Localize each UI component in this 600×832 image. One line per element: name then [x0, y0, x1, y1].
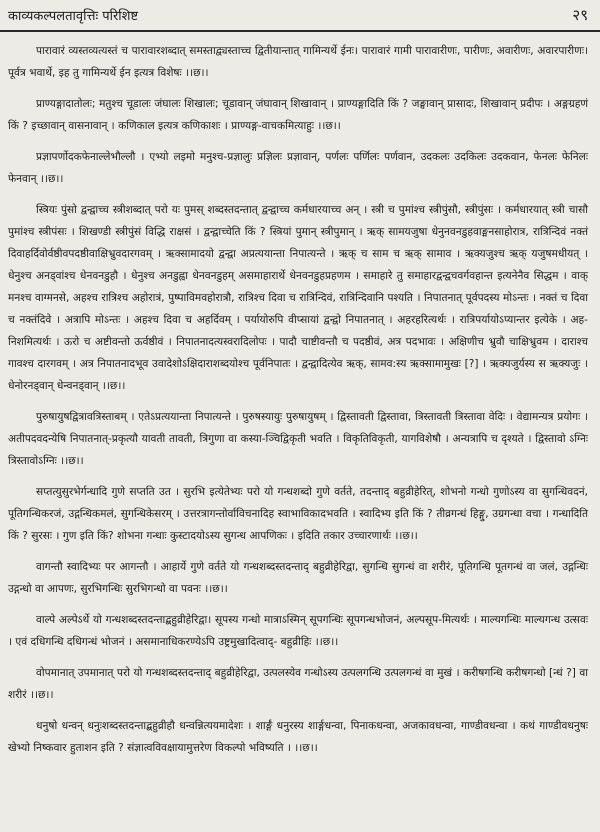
running-header — [8, 2, 588, 28]
paragraph: सप्तत्युसुरभेर्गन्धादि गुणे सप्तति उत । सुरभि इत्येतेभ्यः परो यो गन्धशब्दो गुणे वर्तते, तदन्ताद् बहुव्रीहेरित्, शोभनो गन्धो गुणोऽस्य वा सुगन्धिवदनं, पूतिगन्धिकरजं, उद्गन्धिकमलं, सुगन्धिकेसरम् । उत्तरत्रागन्तोर्वाविचनादिह स्वाभाविकादभवति । स्वादिभ्य इति किं ? तीव्रगन्धं हिङ्गु, उग्रगन्धा वचा । गन्धादिति किं ? सुरसः । गुण इति किं? शोभना गन्धाः कुस्टादयोऽस्य सुगन्ध आपणिकः । इदिति तकार उच्चारणार्थः ।।छ।। — [8, 486, 588, 542]
paragraph: प्राण्यङ्गादातोलः; मतुश्च चूडालः जंघालः शिखालः; चूडावान् जंघावान् शिखावान् । प्राण्यङ्गादिति किं ? जङ्घावान् प्रासादः, शिखावान् प्रदीपः । अङ्गग्रहणं किं ? इच्छावान् वासनावान् । कणिकाल इत्यत्र कणिकाशः । प्राण्यङ्ग-वाचकमित्याहुः ।।छ।। — [8, 98, 588, 132]
paragraph: वागन्तौ स्वादिभ्यः पर आगन्तौ । आहार्ये गुणे वर्तते यो गन्धशब्दस्तदन्ताद् बहुव्रीहेरिद्वा, सुगन्धि सुगन्धं वा शरीरं, पूतिगन्धि पूतगन्धं वा जलं, उद्गन्धिः उद्गन्धो वा आपणः, सुरभिगन्धिः सुरभिगन्धो वा पवनः ।।छ।। — [8, 561, 588, 595]
paragraph: धनुषो धन्वन् धनुःशब्दस्तदन्ताद्बहुव्रीहौ धन्वन्नित्ययमादेशः । शार्ङ्गं धनुरस्य शार्ङ्गधन्वा, पिनाकधन्वा, अजकावधन्वा, गाण्डीवधन्वा । कथं गाण्डीवधनुषः खेभ्यो निष्कवार हुताशन इति ? संज्ञात्वविवक्षायामुत्तरेण विकल्पो भविष्यति । ।।छ।। — [8, 720, 588, 754]
paragraph: वोपमानात् उपमानात् परो यो गन्धशब्दस्तदन्ताद् बहुव्रीहेरिद्वा, उत्पलस्येव गन्धोऽस्य उत्पलगन्धि उत्पलगन्धं वा मुखं । करीषगन्धि करीषगन्धो [न्धं ?] वा शरीरं ।।छ।। — [8, 667, 588, 701]
paragraph: पारावारं व्यस्तव्यत्यस्तं च पारावारशब्दात् समस्ताद्व्यस्ताच्च द्वितीयान्तात् गामिन्यर्थे ईनः। पारावारं गामी पारावारीणः, पारीणः, अवारीणः, अवारपारीणः। पूर्वत्र भवार्थे, इह तु गामिन्यर्थे ईन इत्यत्र विशेषः ।।छ।। — [8, 45, 588, 79]
paragraph: वाल्पे अल्पेऽर्थे यो गन्धशब्दस्तदन्ताद्बहुव्रीहेरिद्वा। सूपस्य गन्धो मात्राऽस्मिन् सूपगन्धिः सूपगन्धभोजनं, अल्पसूप-मित्यर्थः । माल्यगन्धिः माल्यगन्ध उत्सवः । एवं दधिगन्धि दधिगन्धं भोजनं । असमानाधिकरण्येऽपि उष्ट्रमुखादित्वाद्- बहुव्रीहिः ।।छ।। — [8, 614, 588, 648]
paragraph: पुरुषायुषद्वित्रावत्रिस्ताबम् । एतेऽप्रत्ययान्ता निपात्यन्ते । पुरुषस्यायुः पुरुषायुषम् । द्विस्तावती द्विस्तावा, त्रिस्तावती त्रिस्तावा वेदिः । वेद्यामन्यत्र प्रयोगः । अतीपदवदन्येषि निपातनात्-प्रकृत्यौ यावती तावती, त्रिगुणा वा कस्या-ञ्चिद्विकृती भवति । विकृतिविकृती, यागविशेषौ । अन्यत्रापि च दृश्यते । द्विस्तावो ऽग्निः त्रिस्तावोऽग्निः ।।छ।। — [8, 411, 588, 467]
paragraph: प्रज्ञापर्णोदकफेनाल्लेभौल्लौ । एभ्यो लइमो मनुश्च-प्रज्ञालुः प्रज्ञिलः प्रज्ञावान्, पर्णलः पर्णिलः पर्णवान, उदकलः उदकिलः उदकवान, फेनलः फेनिलः फेनवान् ।।छ।। — [8, 151, 588, 185]
header-rule — [0, 30, 600, 32]
page-number: २९ — [572, 6, 588, 24]
paragraph: स्त्रियः पुंसो द्वन्द्वाच्च स्त्रीशब्दात् परो यः पुमस् शब्दस्तदन्तात् द्वन्द्वाच्च कर्मधारयाच्च अन् । स्त्री च पुमांश्च स्त्रीपुंसौ, स्त्रीपुंसः । कर्मधारयात् स्त्री चासौ पुमांश्च स्त्रीपंसः । शिखण्डी स्त्रीपुंसं विद्धि राक्षसं । द्वन्द्वाच्चेति किं ? स्त्रियां पुमान् स्त्रीपुमान् । ऋक् सामयजुषा धेनुनवनडुहवाङ्मनसाहोरात्र, रात्रिन्दिवं नक्तं दिवाहर्दिवोर्वष्ठीवपदष्ठीवाक्षिभ्रुवदारगवम् । ऋक्सामादयो द्वन्द्वा अप्रत्ययान्ता निपात्यन्ते । ऋक् च साम च ऋक् सामाव । ऋक्यजुश्च ऋक् यजुषमधीयत् । धेनुश्च अनड्वांश्च धेनवनडुहौ । धेनुश्च अनडुह्वा धेनवनडुहम् असमाहारार्थे धेनवनडुहप्रहणम । समाहारे तु समाहारद्वन्द्वचवर्गवहान्त इत्यनेनैव सिद्धम । वाक् मनश्च वाग्मनसे, अहश्च रात्रिश्च अहोरात्रं, पुष्पाविमवहोरात्रौ, रात्रिश्च दिवा च रात्रिन्दिवं, रात्रिन्दिवानि पश्यति । निपातनात् पूर्वपदस्य मोऽन्तः । नक्तं च दिवा च नक्तंदिवे । अत्रापि मोऽन्तः । अहश्च दिवा च अहर्दिवम् । पर्यायोरुपि वीप्सायां द्वन्द्वो निपातनात् । अहरहरित्यर्थः । रात्रिपर्यायोऽप्यान्तर इत्येके । अह-निशमित्यर्थः । ऊरो च अष्टीवन्तो ऊर्वष्ठीवं । निपातनादत्यस्वरादिलोपः । पादौ चाष्टीवन्तौ च पदष्ठीवं, अत्र पदभावः । अक्षिणीच भ्रुवौ चाक्षिभ्रुवम । दाराश्च गावश्च दारगवम् । अत्र निपातनादभूव उवादेशोऽक्षिदाराशब्दयोश्च पूर्वनिपातः । द्वन्द्वादित्येव ऋक्, सामव:स्य ऋक्सामामुखः [?] । ऋक्यजुर्यस्य स ऋक्यजुः । धेनोरनड्वान् धेन्वनड्वान् ।।छ।। — [8, 204, 588, 392]
text-body — [8, 40, 588, 828]
header-title: काव्यकल्पलतावृत्तिः परिशिष्ट — [8, 9, 139, 24]
